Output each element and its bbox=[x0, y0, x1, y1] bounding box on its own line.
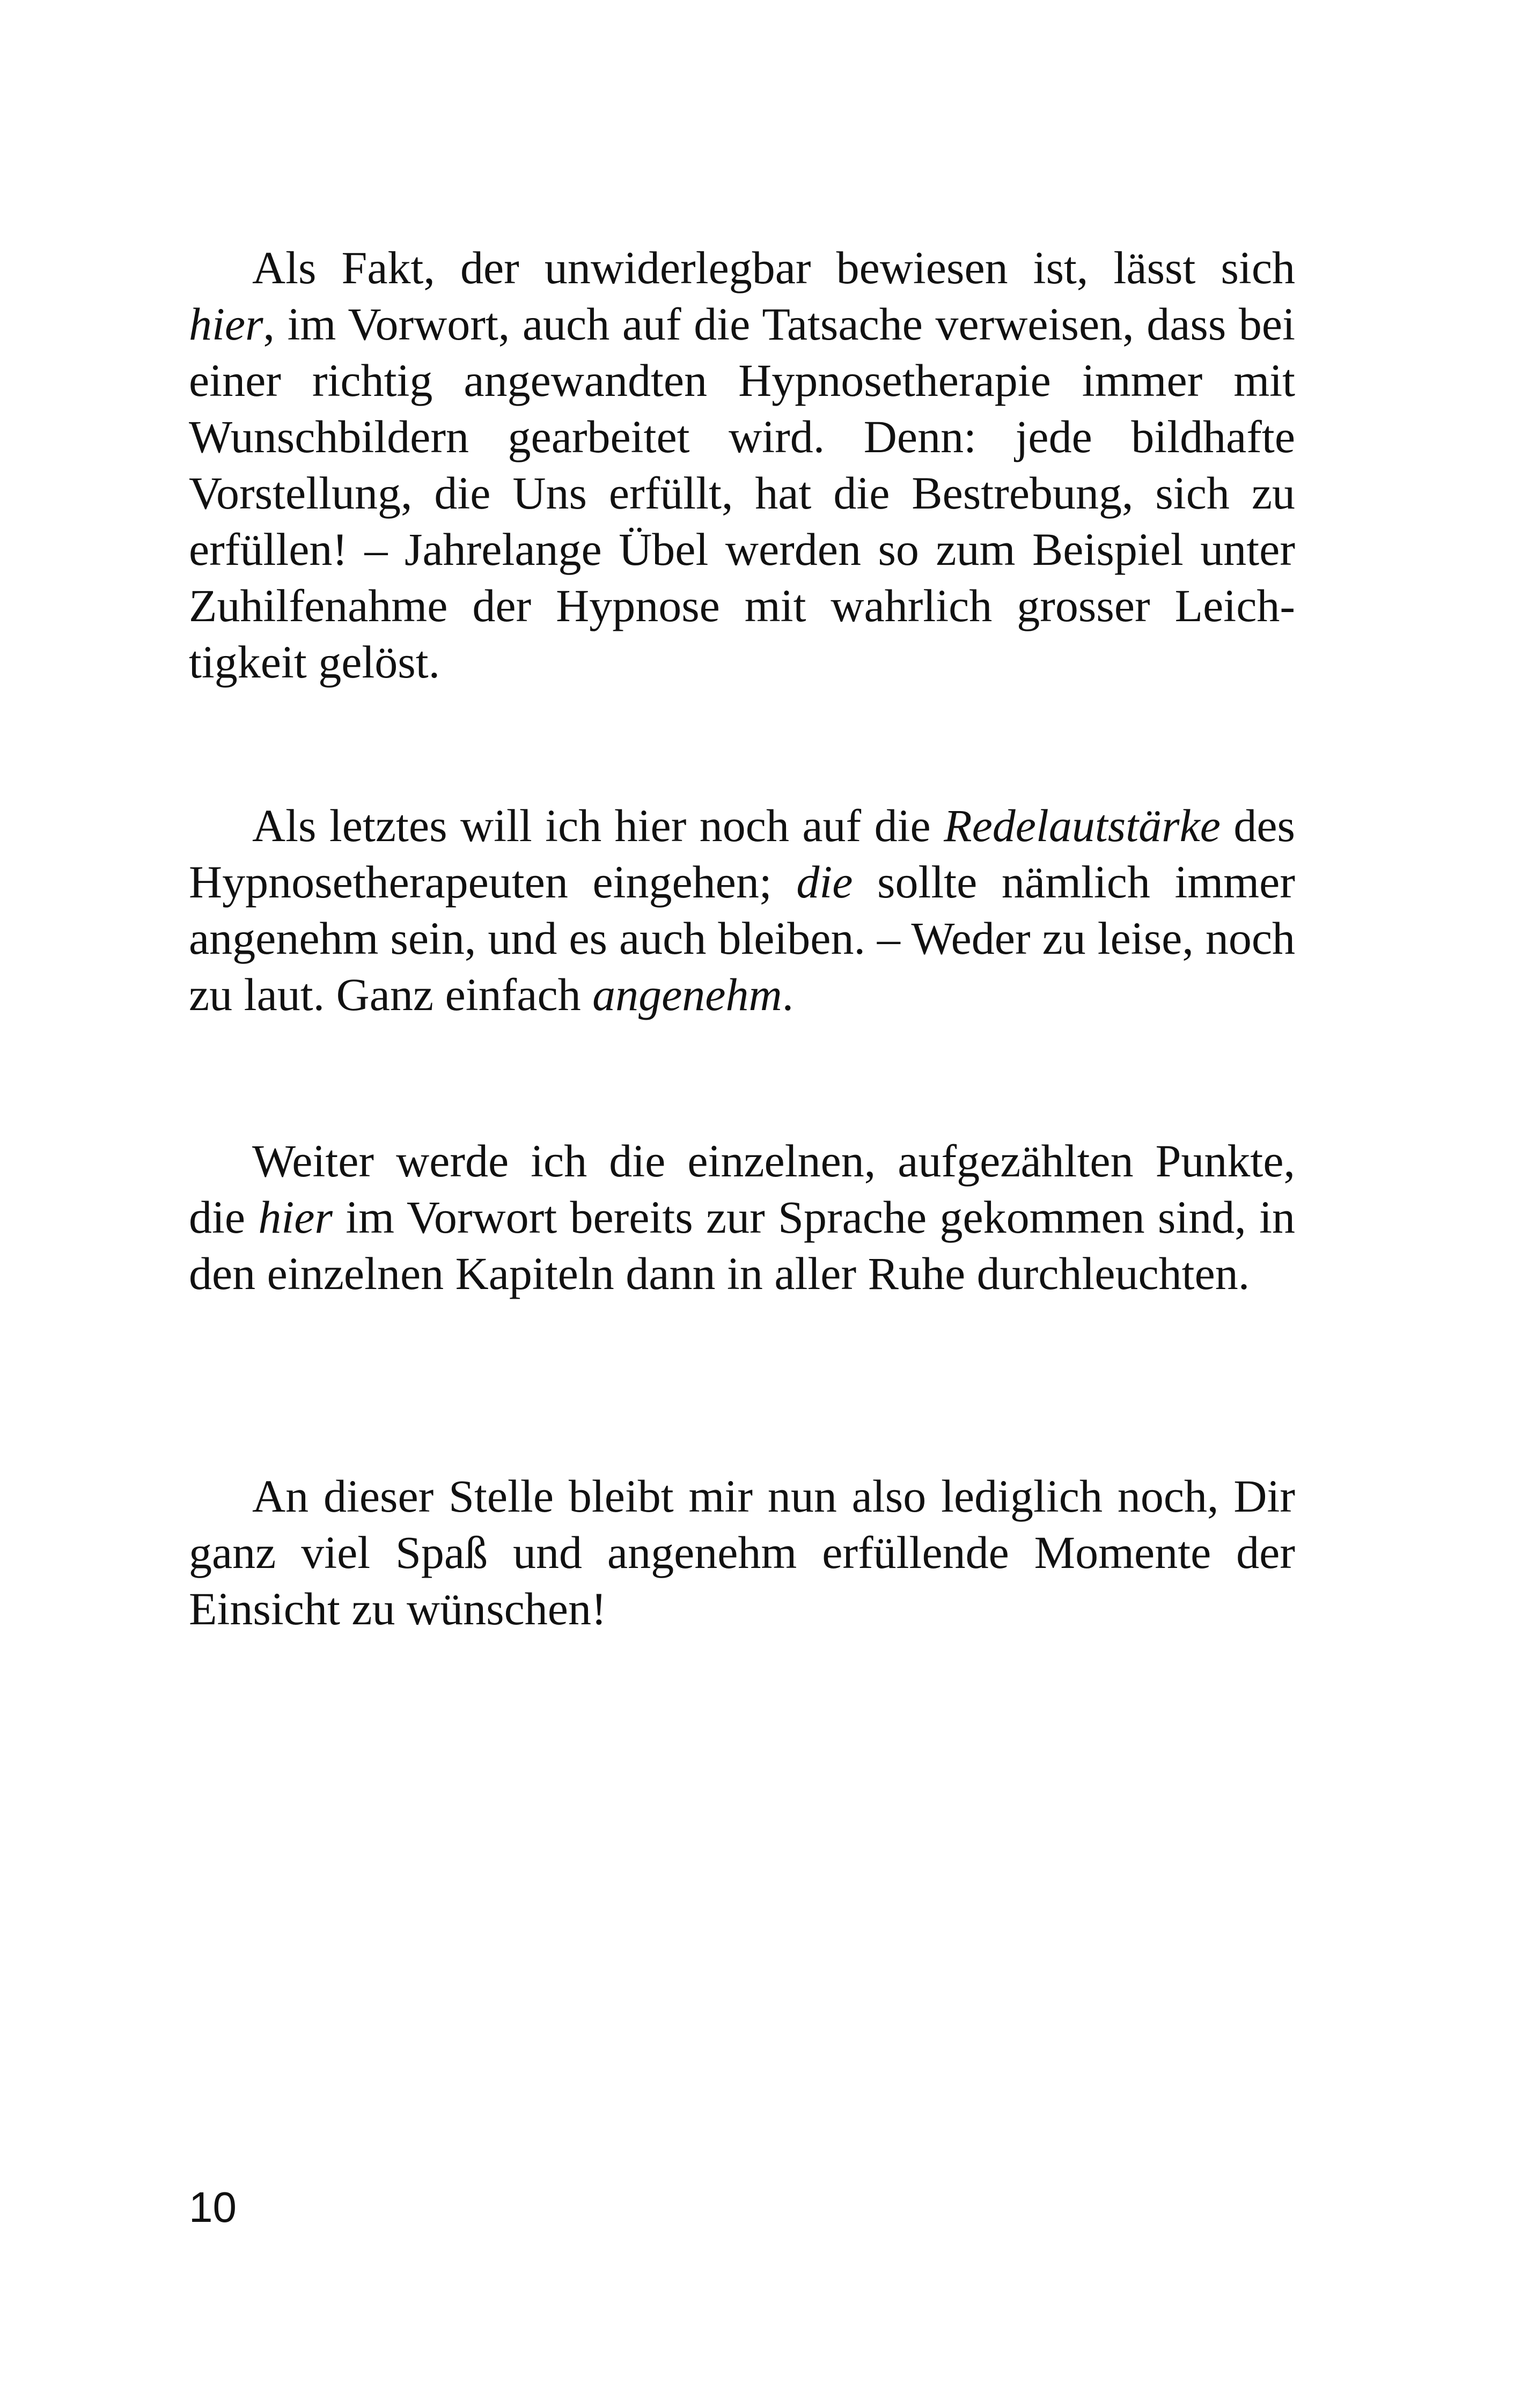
italic-segment: die bbox=[796, 856, 853, 908]
italic-segment: angenehm bbox=[592, 969, 782, 1020]
paragraph-closing-wishes bbox=[189, 1468, 1295, 1637]
page-number: 10 bbox=[189, 2183, 237, 2231]
italic-segment: hier bbox=[189, 298, 263, 350]
text-segment: des Hypnosetherapeuten eingehen; bbox=[189, 800, 1295, 908]
text-segment: im Vorwort bereits zur Sprache gekommen sind, in den einzelnen Kapiteln dann in aller Ruhe durchleuchten. bbox=[189, 1191, 1295, 1299]
italic-segment: hier bbox=[258, 1191, 333, 1243]
text-segment: An dieser Stelle bleibt mir nun also lediglich noch, Dir ganz viel Spaß und angenehm erfüllende Momente der Einsicht zu wünschen! bbox=[189, 1470, 1295, 1634]
paragraph-hypnosis-fact bbox=[189, 240, 1295, 690]
paragraph-chapters-outlook bbox=[189, 1133, 1295, 1302]
text-segment: Weiter werde ich die einzelnen, aufgezählten Punkte, die bbox=[189, 1135, 1295, 1243]
text-segment: sollte nämlich immer angenehm sein, und es auch bleiben. – Weder zu leise, noch zu laut. Ganz einfach bbox=[189, 856, 1295, 1020]
paragraph-voice-volume bbox=[189, 798, 1295, 1023]
text-segment: . bbox=[782, 969, 794, 1020]
text-segment: Als Fakt, der unwiderlegbar bewiesen ist, lässt sich bbox=[252, 242, 1295, 293]
italic-segment: Redelautstärke bbox=[944, 800, 1221, 851]
text-segment: , im Vorwort, auch auf die Tatsache verweisen, dass bei einer richtig angewandten Hypnosetherapie immer mit Wunschbildern gearbeitet wird. Denn: jede bildhafte Vorstellung, die Uns erfüllt, hat die Bestrebung, sich zu erfüllen! – Jahrelange Übel werden so zum Beispiel unter Zuhilfenahme der Hypnose mit wahrlich grosser Leichtigkeit gelöst. bbox=[189, 298, 1295, 688]
text-segment: Als letztes will ich hier noch auf die bbox=[252, 800, 944, 851]
